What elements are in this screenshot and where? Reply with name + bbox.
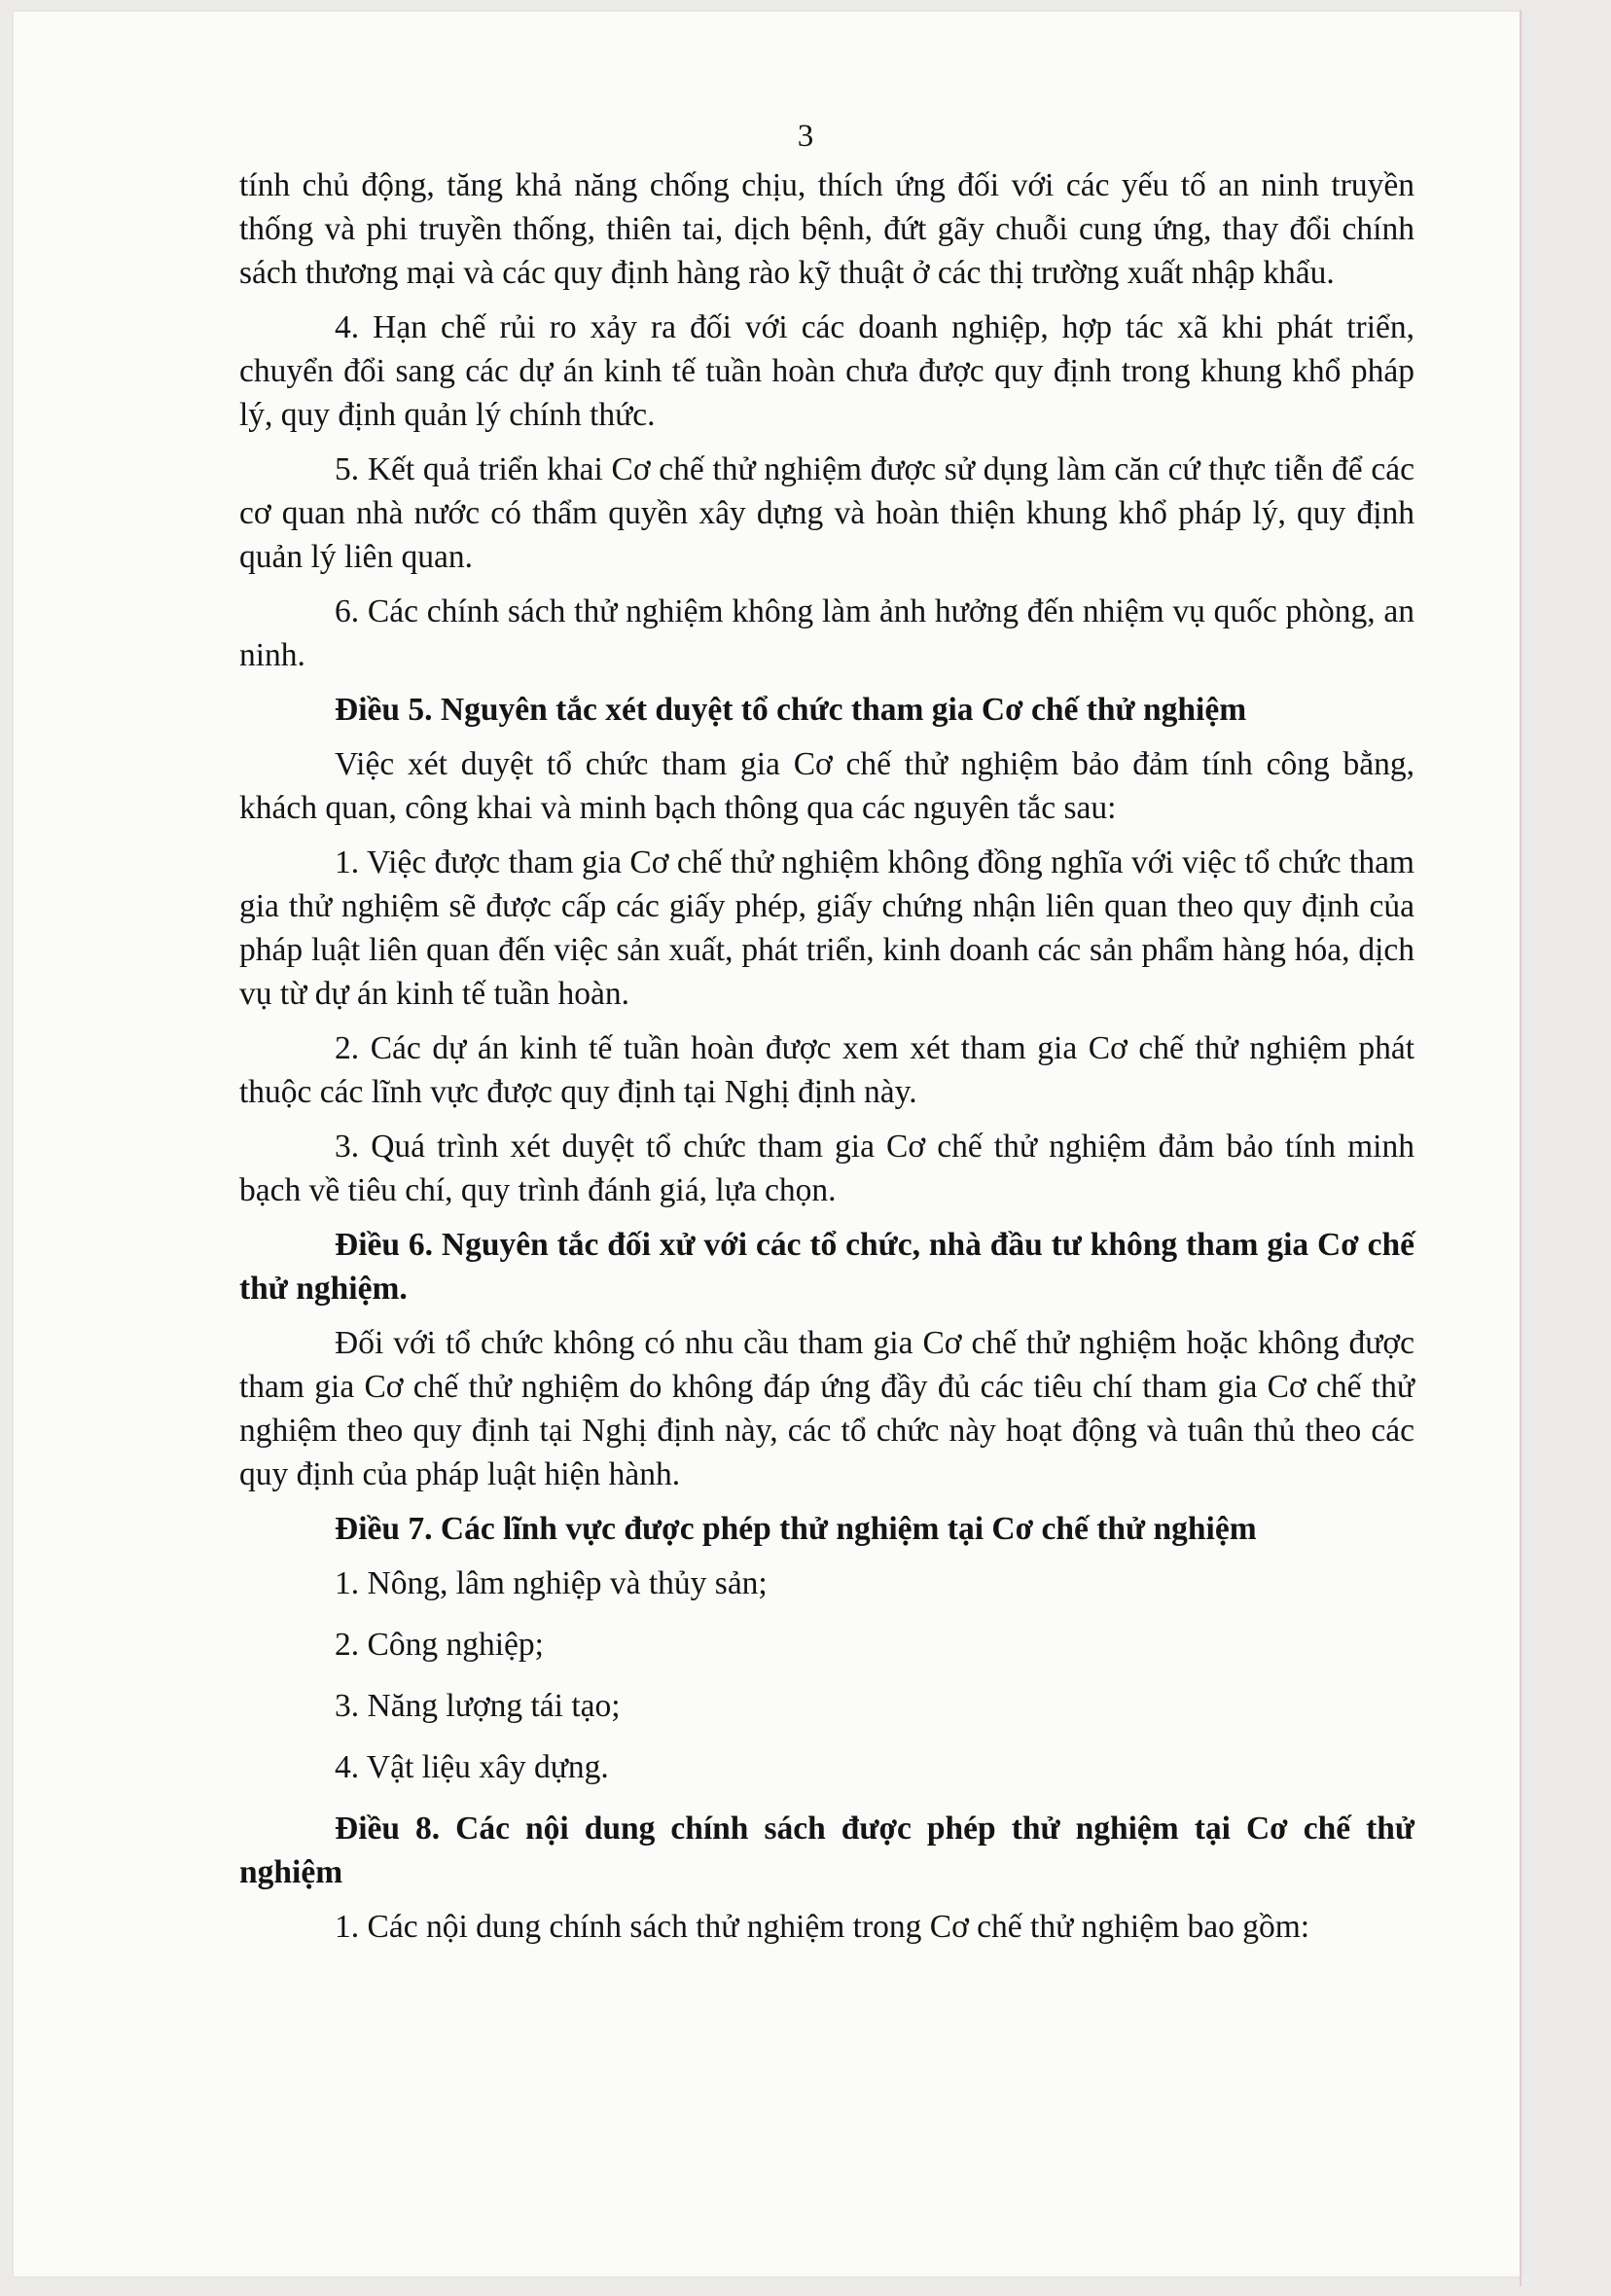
paragraph-item-6: 6. Các chính sách thử nghiệm không làm ảnh hưởng đến nhiệm vụ quốc phòng, an ninh. [239, 593, 1414, 673]
paragraph-item-5: 5. Kết quả triển khai Cơ chế thử nghiệm được sử dụng làm căn cứ thực tiễn để các cơ quan nhà nước có thẩm quyền xây dựng và hoàn thiện khung khổ pháp lý, quy định quản lý liên quan. [239, 451, 1414, 575]
article-5-item-3: 3. Quá trình xét duyệt tổ chức tham gia Cơ chế thử nghiệm đảm bảo tính minh bạch về tiêu chí, quy trình đánh giá, lựa chọn. [239, 1129, 1414, 1208]
article-7-item-1: 1. Nông, lâm nghiệp và thủy sản; [335, 1565, 768, 1601]
paragraph-item-4: 4. Hạn chế rủi ro xảy ra đối với các doanh nghiệp, hợp tác xã khi phát triển, chuyển đổi sang các dự án kinh tế tuần hoàn chưa được quy định trong khung khổ pháp lý, quy định quản lý chính thức. [239, 309, 1414, 433]
article-7-item-4: 4. Vật liệu xây dựng. [335, 1749, 609, 1785]
article-7-item-3: 3. Năng lượng tái tạo; [335, 1688, 621, 1724]
page-edge-line [1520, 10, 1522, 2286]
article-6-body: Đối với tổ chức không có nhu cầu tham gia Cơ chế thử nghiệm hoặc không được tham gia Cơ chế thử nghiệm do không đáp ứng đầy đủ các tiêu chí tham gia Cơ chế thử nghiệm theo quy định tại Nghị định này, các tổ chức này hoạt động và tuân thủ theo các quy định của pháp luật hiện hành. [239, 1325, 1414, 1492]
article-8-heading: Điều 8. Các nội dung chính sách được phép thử nghiệm tại Cơ chế thử nghiệm [239, 1811, 1414, 1890]
article-5-intro: Việc xét duyệt tổ chức tham gia Cơ chế thử nghiệm bảo đảm tính công bằng, khách quan, công khai và minh bạch thông qua các nguyên tắc sau: [239, 746, 1414, 826]
article-6-heading: Điều 6. Nguyên tắc đối xử với các tổ chức, nhà đầu tư không tham gia Cơ chế thử nghiệm. [239, 1227, 1414, 1307]
article-5-item-2: 2. Các dự án kinh tế tuần hoàn được xem xét tham gia Cơ chế thử nghiệm phát thuộc các lĩnh vực được quy định tại Nghị định này. [239, 1030, 1414, 1110]
document-body [239, 163, 1414, 1959]
page-number: 3 [797, 119, 814, 154]
article-7-item-2: 2. Công nghiệp; [335, 1627, 544, 1663]
paragraph-continuation: tính chủ động, tăng khả năng chống chịu, thích ứng đối với các yếu tố an ninh truyền thống và phi truyền thống, thiên tai, dịch bệnh, đứt gãy chuỗi cung ứng, thay đổi chính sách thương mại và các quy định hàng rào kỹ thuật ở các thị trường xuất nhập khẩu. [239, 167, 1414, 291]
article-5-item-1: 1. Việc được tham gia Cơ chế thử nghiệm không đồng nghĩa với việc tổ chức tham gia thử nghiệm sẽ được cấp các giấy phép, giấy chứng nhận liên quan theo quy định của pháp luật liên quan đến việc sản xuất, phát triển, kinh doanh các sản phẩm hàng hóa, dịch vụ từ dự án kinh tế tuần hoàn. [239, 844, 1414, 1012]
article-5-heading: Điều 5. Nguyên tắc xét duyệt tổ chức tham gia Cơ chế thử nghiệm [335, 692, 1247, 728]
article-8-item-1: 1. Các nội dung chính sách thử nghiệm trong Cơ chế thử nghiệm bao gồm: [335, 1909, 1310, 1945]
article-7-heading: Điều 7. Các lĩnh vực được phép thử nghiệm tại Cơ chế thử nghiệm [335, 1511, 1257, 1547]
